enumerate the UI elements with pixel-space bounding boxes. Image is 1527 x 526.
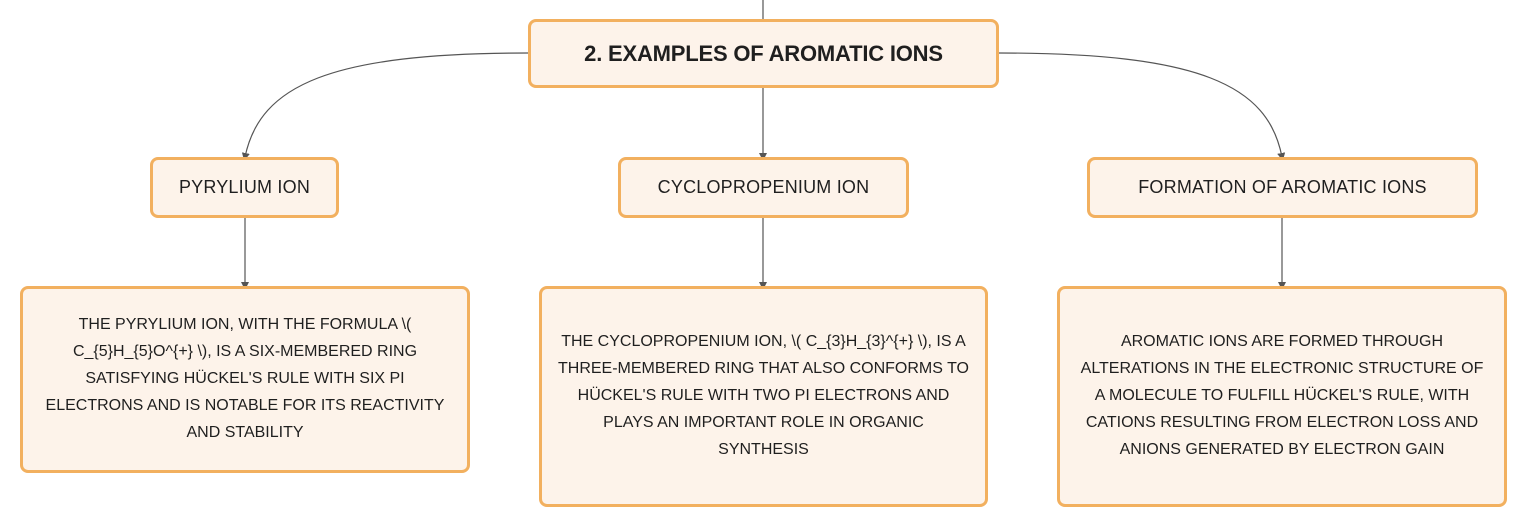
- topic-node-pyrylium-ion[interactable]: [150, 157, 339, 218]
- topic-label: PYRYLIUM ION: [178, 177, 311, 197]
- detail-node-cyclopropenium-ion[interactable]: [539, 286, 988, 507]
- detail-node-formation-of-aromatic-ions[interactable]: [1057, 286, 1507, 507]
- connector-root-to-formation: [999, 53, 1282, 157]
- detail-text: THE CYCLOPROPENIUM ION, \( C_{3}H_{3}^{+} \), IS A THREE-MEMBERED RING THAT ALSO CONFORMS TO HÜCKEL'S RULE WITH TWO PI ELECTRONS AND PLAYS AN IMPORTANT ROLE IN ORGANIC SYNTHESIS: [557, 333, 969, 458]
- topic-label: FORMATION OF AROMATIC IONS: [1138, 177, 1427, 197]
- topic-node-cyclopropenium-ion[interactable]: [618, 157, 909, 218]
- connector-root-to-pyrylium: [245, 53, 528, 157]
- topic-node-formation-of-aromatic-ions[interactable]: [1087, 157, 1478, 218]
- detail-text: THE PYRYLIUM ION, WITH THE FORMULA \( C_{5}H_{5}O^{+} \), IS A SIX-MEMBERED RING SATISFYING HÜCKEL'S RULE WITH SIX PI ELECTRONS AND IS NOTABLE FOR ITS REACTIVITY AND STABILITY: [45, 316, 445, 441]
- topic-label: CYCLOPROPENIUM ION: [657, 177, 870, 197]
- root-title: 2. EXAMPLES OF AROMATIC IONS: [584, 40, 943, 66]
- detail-node-pyrylium-ion[interactable]: [20, 286, 470, 473]
- root-node[interactable]: [528, 19, 999, 88]
- detail-text: AROMATIC IONS ARE FORMED THROUGH ALTERATIONS IN THE ELECTRONIC STRUCTURE OF A MOLECULE TO FULFILL HÜCKEL'S RULE, WITH CATIONS RESULTING FROM ELECTRON LOSS AND ANIONS GENERATED BY ELECTRON GAIN: [1080, 333, 1484, 458]
